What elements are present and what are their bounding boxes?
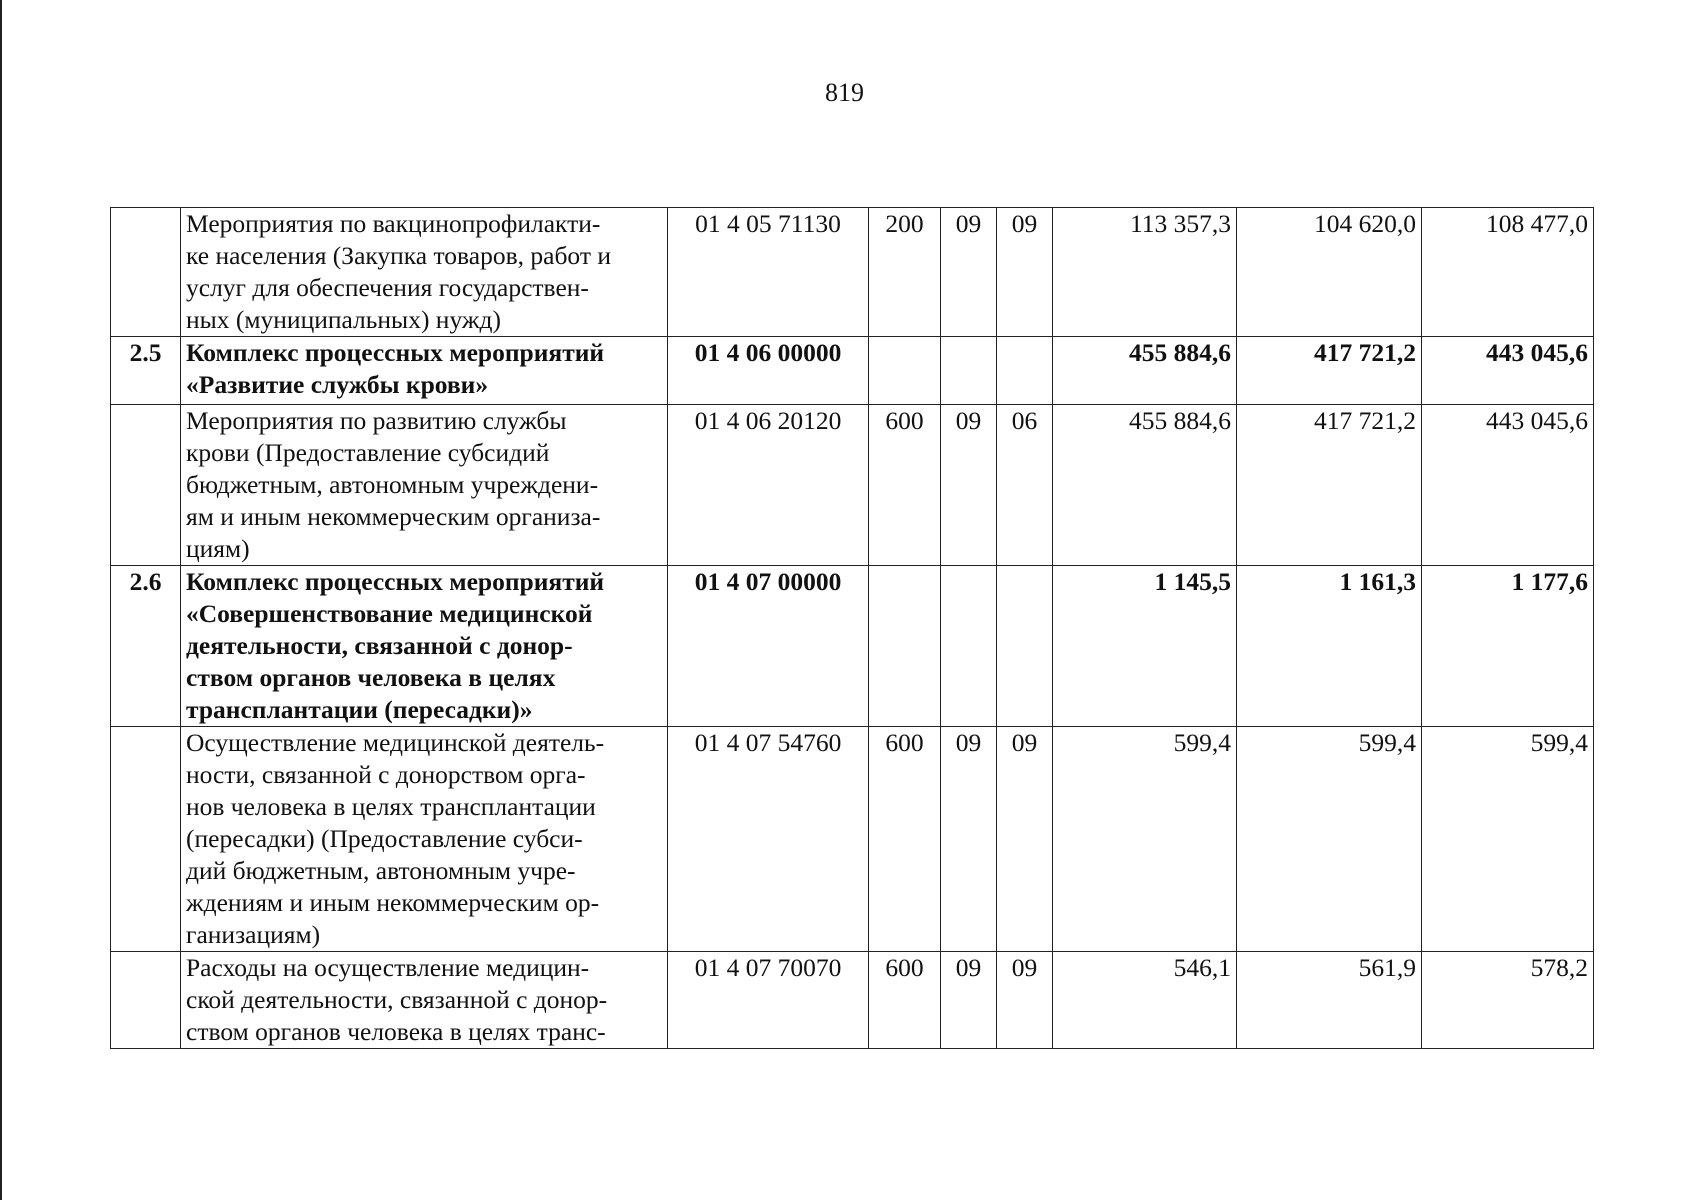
section-code — [941, 566, 997, 727]
table-row — [111, 208, 1594, 337]
expense-type — [869, 337, 941, 405]
row-name-line: дий бюджетным, автономным учре- — [186, 856, 576, 885]
row-name — [181, 952, 668, 1049]
subsection-code: 09 — [997, 727, 1053, 952]
row-name-line: крови (Предоставление субсидий — [186, 438, 550, 467]
row-name-line: нов человека в целях трансплантации — [186, 792, 596, 821]
amount-year-2: 1 161,3 — [1237, 566, 1422, 727]
section-code: 09 — [941, 727, 997, 952]
row-name-line: ке населения (Закупка товаров, работ и — [186, 241, 611, 270]
expense-type: 600 — [869, 952, 941, 1049]
table-row — [111, 952, 1594, 1049]
target-code: 01 4 06 20120 — [668, 405, 869, 566]
expense-type — [869, 566, 941, 727]
row-name-line: ности, связанной с донорством орга- — [186, 760, 586, 789]
row-name-line: «Совершенствование медицинской — [186, 599, 593, 628]
section-code — [941, 337, 997, 405]
row-name — [181, 337, 668, 405]
amount-year-2: 417 721,2 — [1237, 405, 1422, 566]
amount-year-1: 546,1 — [1053, 952, 1237, 1049]
row-number: 2.5 — [111, 337, 181, 405]
target-code: 01 4 07 70070 — [668, 952, 869, 1049]
amount-year-2: 599,4 — [1237, 727, 1422, 952]
row-name-line: ям и иным некоммерческим организа- — [186, 502, 601, 531]
row-number — [111, 727, 181, 952]
row-name-line: циям) — [186, 534, 250, 563]
target-code: 01 4 07 54760 — [668, 727, 869, 952]
amount-year-2: 104 620,0 — [1237, 208, 1422, 337]
row-name-line: бюджетным, автономным учреждени- — [186, 470, 599, 499]
amount-year-1: 455 884,6 — [1053, 405, 1237, 566]
row-name-line: трансплантации (пересадки)» — [186, 695, 533, 724]
amount-year-3: 578,2 — [1422, 952, 1594, 1049]
amount-year-2: 561,9 — [1237, 952, 1422, 1049]
section-code: 09 — [941, 952, 997, 1049]
amount-year-1: 1 145,5 — [1053, 566, 1237, 727]
subsection-code: 06 — [997, 405, 1053, 566]
expense-type: 200 — [869, 208, 941, 337]
subsection-code — [997, 337, 1053, 405]
page-number: 819 — [825, 78, 864, 107]
row-name — [181, 566, 668, 727]
target-code: 01 4 07 00000 — [668, 566, 869, 727]
subsection-code: 09 — [997, 208, 1053, 337]
subsection-code — [997, 566, 1053, 727]
amount-year-3: 443 045,6 — [1422, 337, 1594, 405]
target-code: 01 4 06 00000 — [668, 337, 869, 405]
amount-year-1: 599,4 — [1053, 727, 1237, 952]
amount-year-1: 113 357,3 — [1053, 208, 1237, 337]
amount-year-3: 1 177,6 — [1422, 566, 1594, 727]
row-name — [181, 405, 668, 566]
amount-year-1: 455 884,6 — [1053, 337, 1237, 405]
row-name — [181, 727, 668, 952]
page-edge-line — [0, 0, 2, 1200]
row-number: 2.6 — [111, 566, 181, 727]
row-name-line: (пересадки) (Предоставление субси- — [186, 824, 583, 853]
table-row — [111, 405, 1594, 566]
row-name-line: «Развитие службы крови» — [186, 370, 489, 399]
amount-year-3: 599,4 — [1422, 727, 1594, 952]
table-row — [111, 727, 1594, 952]
expense-type: 600 — [869, 405, 941, 566]
expense-type: 600 — [869, 727, 941, 952]
target-code: 01 4 05 71130 — [668, 208, 869, 337]
subsection-code: 09 — [997, 952, 1053, 1049]
row-number — [111, 952, 181, 1049]
row-name-line: ством органов человека в целях транс- — [186, 1017, 606, 1046]
section-code: 09 — [941, 208, 997, 337]
row-number — [111, 208, 181, 337]
row-name-line: Комплекс процессных мероприятий — [186, 567, 605, 596]
budget-table — [110, 207, 1594, 1049]
table-row-section — [111, 566, 1594, 727]
row-name-line: Осуществление медицинской деятель- — [186, 728, 605, 757]
row-name-line: ством органов человека в целях — [186, 663, 556, 692]
row-name-line: Расходы на осуществление медицин- — [186, 953, 590, 982]
row-name-line: Комплекс процессных мероприятий — [186, 338, 605, 367]
table-row-section — [111, 337, 1594, 405]
row-name-line: ждениям и иным некоммерческим ор- — [186, 888, 600, 917]
row-name-line: ганизациям) — [186, 920, 321, 949]
row-name-line: деятельности, связанной с донор- — [186, 631, 573, 660]
amount-year-3: 443 045,6 — [1422, 405, 1594, 566]
row-name-line: ской деятельности, связанной с донор- — [186, 985, 608, 1014]
section-code: 09 — [941, 405, 997, 566]
row-number — [111, 405, 181, 566]
row-name-line: услуг для обеспечения государствен- — [186, 273, 589, 302]
amount-year-2: 417 721,2 — [1237, 337, 1422, 405]
row-name-line: ных (муниципальных) нужд) — [186, 305, 501, 334]
row-name — [181, 208, 668, 337]
row-name-line: Мероприятия по развитию службы — [186, 406, 567, 435]
amount-year-3: 108 477,0 — [1422, 208, 1594, 337]
row-name-line: Мероприятия по вакцинопрофилакти- — [186, 209, 601, 238]
